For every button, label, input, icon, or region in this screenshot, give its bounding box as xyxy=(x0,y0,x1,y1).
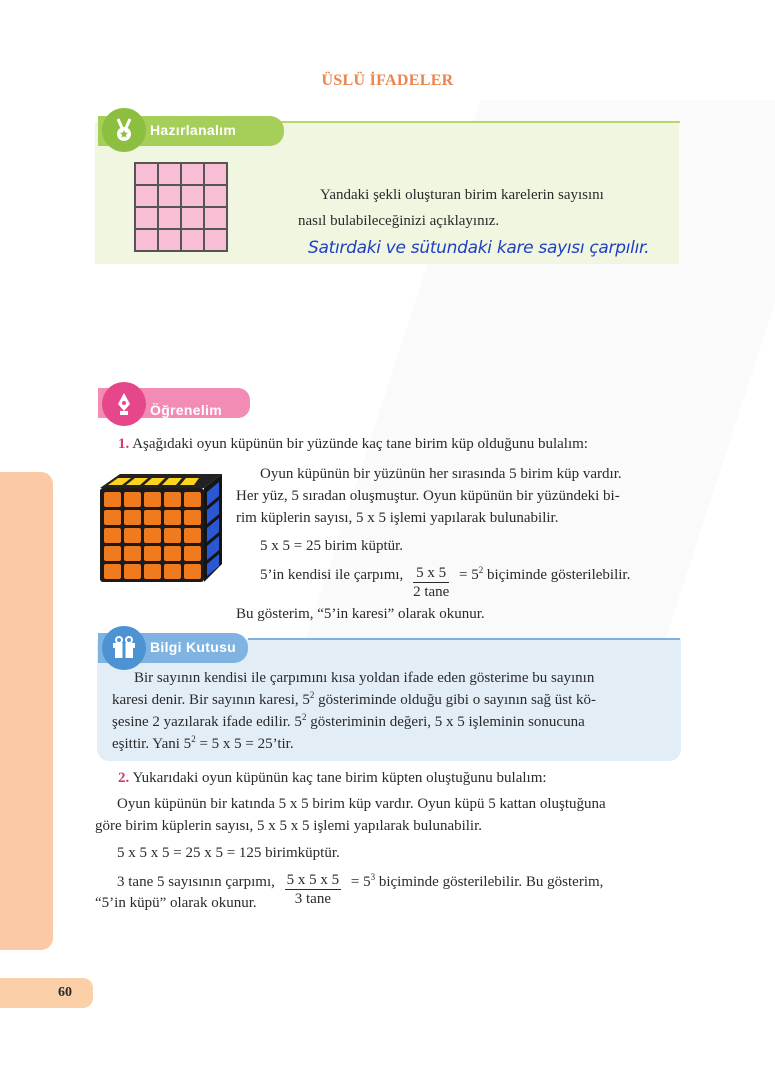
question-2-text: Yukarıdaki oyun küpünün kaç tane birim küpten oluştuğunu bulalım: xyxy=(132,770,547,786)
info-l4-a: eşittir. Yani 5 xyxy=(112,736,192,752)
prepare-divider xyxy=(280,121,680,123)
prepare-question-line1: Yandaki şekli oluşturan birim karelerin sayısını xyxy=(320,187,604,203)
side-margin-band xyxy=(0,472,53,950)
learn-p1-line1: Oyun küpünün bir yüzünün her sırasında 5 birim küp vardır. xyxy=(260,466,622,482)
learn-p3-after: biçiminde gösterilebilir. xyxy=(487,567,631,583)
cube-fraction-top: 5 x 5 x 5 xyxy=(286,872,340,888)
square-fraction xyxy=(413,564,449,601)
info-l4-exponent: 2 xyxy=(191,734,196,744)
question-1-text: Aşağıdaki oyun küpünün bir yüzünde kaç tane birim küp olduğunu bulalım: xyxy=(132,436,588,452)
info-text xyxy=(112,667,668,755)
learn-p1-line2: Her yüz, 5 sıradan oluşmuştur. Oyun küpünün bir yüzündeki bi- xyxy=(236,488,620,504)
unit-square-grid xyxy=(134,162,228,252)
info-divider xyxy=(248,638,680,640)
cube-fraction xyxy=(285,871,342,908)
question-1 xyxy=(118,433,688,455)
info-line-4 xyxy=(112,733,668,755)
info-l2-exponent: 2 xyxy=(309,690,315,700)
question-2 xyxy=(118,767,688,789)
info-l3-exponent: 2 xyxy=(301,712,307,722)
learn-p3-before: 5’in kendisi ile çarpımı, xyxy=(260,567,404,583)
prepare-tab-label: Hazırlanalım xyxy=(150,122,237,138)
page-number: 60 xyxy=(58,985,72,1000)
info-l3-a: şesine 2 yazılarak ifade edilir. 5 xyxy=(112,714,302,730)
info-l3-b: gösteriminin değeri, 5 x 5 işleminin sonucuna xyxy=(310,714,585,730)
q2-p1-line1: Oyun küpünün bir katında 5 x 5 birim küp vardır. Oyun küpü 5 kattan oluştuğuna xyxy=(117,796,606,812)
info-l4-b: = 5 x 5 = 25’tir. xyxy=(199,736,294,752)
prepare-question xyxy=(298,182,660,234)
pen-icon xyxy=(102,382,146,426)
info-tab-label: Bilgi Kutusu xyxy=(150,639,237,655)
info-line-1: Bir sayının kendisi ile çarpımını kısa yoldan ifade eden gösterime bu sayının xyxy=(134,670,595,686)
q2-p1-line2: göre birim küplerin sayısı, 5 x 5 x 5 işlemi yapılarak bulunabilir. xyxy=(95,818,483,834)
rubiks-cube-image xyxy=(98,472,224,584)
q2-paragraph-4: “5’in küpü” olarak okunur. xyxy=(95,895,257,911)
learn-p1-line3: rim küplerin sayısı, 5 x 5 işlemi yapılarak bulunabilir. xyxy=(236,510,559,526)
info-l2-a: karesi denir. Bir sayının karesi, 5 xyxy=(112,692,310,708)
square-fraction-bottom: 2 tane xyxy=(413,584,450,600)
question-1-number: 1. xyxy=(118,436,130,452)
q2-p3-before: 3 tane 5 sayısının çarpımı, xyxy=(117,874,275,890)
info-line-3 xyxy=(112,711,668,733)
page-number-box xyxy=(0,978,93,1008)
gift-box-icon xyxy=(102,626,146,670)
handwritten-answer: Satırdaki ve sütundaki kare sayısı çarpılır. xyxy=(308,238,650,258)
question-2-number: 2. xyxy=(118,770,130,786)
medal-icon xyxy=(102,108,146,152)
q2-p3-eq: = 5 xyxy=(350,874,371,890)
q2-paragraph-2: 5 x 5 x 5 = 25 x 5 = 125 birimküptür. xyxy=(117,845,340,861)
square-fraction-top: 5 x 5 xyxy=(413,564,449,583)
learn-paragraph-2: 5 x 5 = 25 birim küptür. xyxy=(260,538,404,554)
q2-p3-after: biçiminde gösterilebilir. Bu gösterim, xyxy=(378,874,604,890)
q2-paragraph-1 xyxy=(95,793,685,837)
q2-p3-exponent: 3 xyxy=(370,872,376,882)
page-title: ÜSLÜ İFADELER xyxy=(321,72,454,89)
info-l2-b: gösteriminde olduğu gibi o sayının sağ üst kö- xyxy=(318,692,597,708)
learn-p3-exponent: 2 xyxy=(478,565,484,575)
learn-paragraph-3 xyxy=(260,564,682,601)
prepare-question-line2: nasıl bulabileceğinizi açıklayınız. xyxy=(298,213,500,229)
info-line-2 xyxy=(112,689,668,711)
learn-paragraph-1 xyxy=(236,463,682,529)
cube-fraction-bottom: 3 tane xyxy=(294,891,331,907)
learn-p3-eq: = 5 xyxy=(459,567,479,583)
learn-tab-label: Öğrenelim xyxy=(150,402,222,418)
learn-paragraph-4: Bu gösterim, “5’in karesi” olarak okunur. xyxy=(236,606,485,622)
